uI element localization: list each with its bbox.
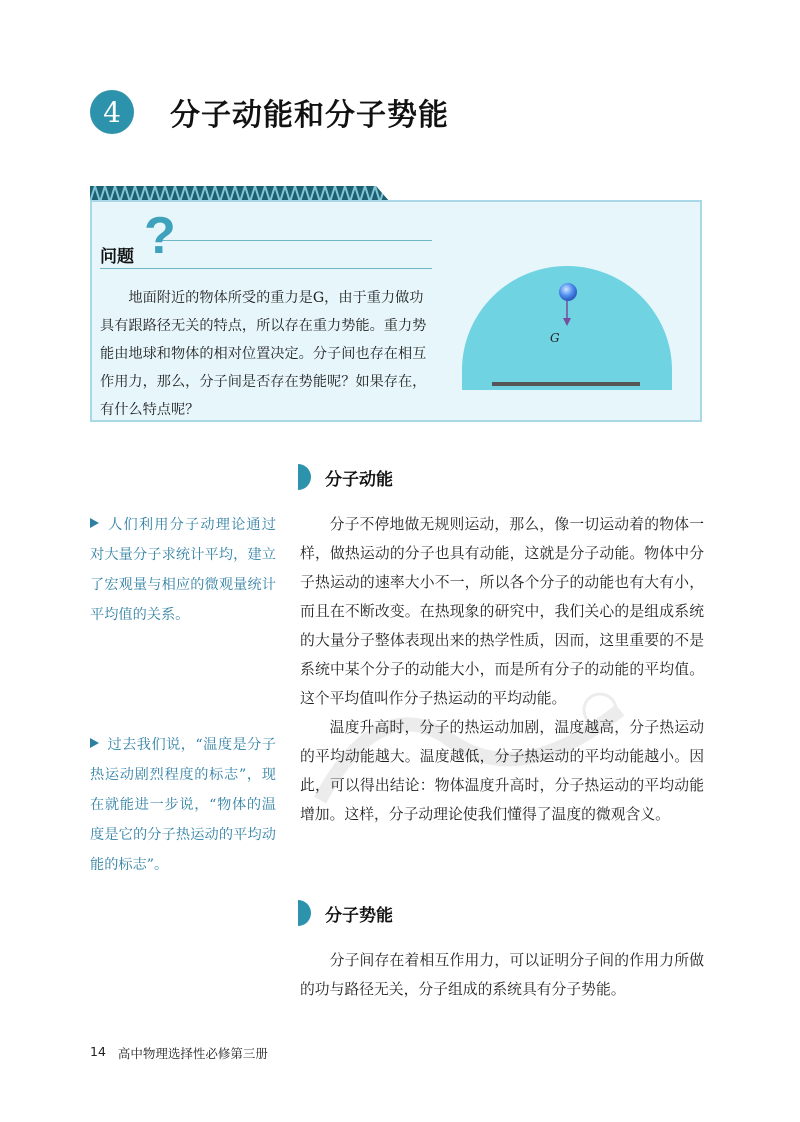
section-header [90, 88, 449, 136]
ball-icon [559, 283, 577, 301]
question-text: 地面附近的物体所受的重力是G，由于重力做功具有跟路径无关的特点，所以存在重力势能。重力势能由地球和物体的相对位置决定。分子间也存在相互作用力，那么，分子间是否存在势能呢？如果存在，有什么特点呢？ [100, 290, 427, 418]
question-box [90, 186, 702, 422]
potential-body [300, 946, 704, 1004]
subheading-title: 分子势能 [325, 905, 393, 926]
section-title: 分子动能和分子势能 [170, 98, 449, 133]
paragraph: 温度升高时，分子的热运动加剧，温度越高，分子热运动的平均动能越大。温度越低，分子热运动的平均动能越小。因此，可以得出结论：物体温度升高时，分子热运动的平均动能增加。这样，分子动理论使我们懂得了温度的微观含义。 [300, 719, 704, 823]
sidenote-text: 过去我们说，“温度是分子热运动剧烈程度的标志”，现在就能进一步说，“物体的温度是它的分子热运动的平均动能的标志”。 [90, 737, 276, 873]
ground-line [492, 382, 640, 386]
half-circle-marker-icon [298, 464, 311, 490]
page-number: 14 [90, 1044, 106, 1059]
section-number-badge: 4 [90, 90, 134, 134]
divider [156, 240, 432, 241]
gravity-figure [462, 266, 672, 406]
question-label: 问题 [100, 247, 134, 267]
kinetic-body [300, 510, 704, 829]
page-footer [90, 1044, 268, 1062]
question-panel [90, 200, 702, 422]
subheading-potential [298, 900, 393, 926]
subheading-title: 分子动能 [325, 469, 393, 490]
sidenote [90, 510, 276, 630]
subheading-kinetic [298, 464, 393, 490]
triangle-bullet-icon [90, 738, 99, 748]
paragraph: 分子不停地做无规则运动，那么，像一切运动着的物体一样，做热运动的分子也具有动能，这就是分子动能。物体中分子热运动的速率大小不一，所以各个分子的动能也有大有小，而且在不断改变。在热现象的研究中，我们关心的是组成系统的大量分子整体表现出来的热学性质，因而，这里重要的不是系统中某个分子的动能大小，而是所有分子的动能的平均值。这个平均值叫作分子热运动的平均动能。 [300, 516, 704, 707]
sidenote-text: 人们利用分子动理论通过对大量分子求统计平均，建立了宏观量与相应的微观量统计平均值的关系。 [90, 517, 276, 623]
triangle-bullet-icon [90, 518, 99, 528]
question-mark-icon: ? [144, 207, 176, 265]
sidenote [90, 730, 276, 880]
divider [100, 268, 432, 269]
half-circle-marker-icon [298, 900, 311, 926]
paragraph: 分子间存在着相互作用力，可以证明分子间的作用力所做的功与路径无关，分子组成的系统具有分子势能。 [300, 952, 704, 998]
gravity-label: G [550, 331, 560, 345]
book-title: 高中物理选择性必修第三册 [117, 1046, 268, 1061]
